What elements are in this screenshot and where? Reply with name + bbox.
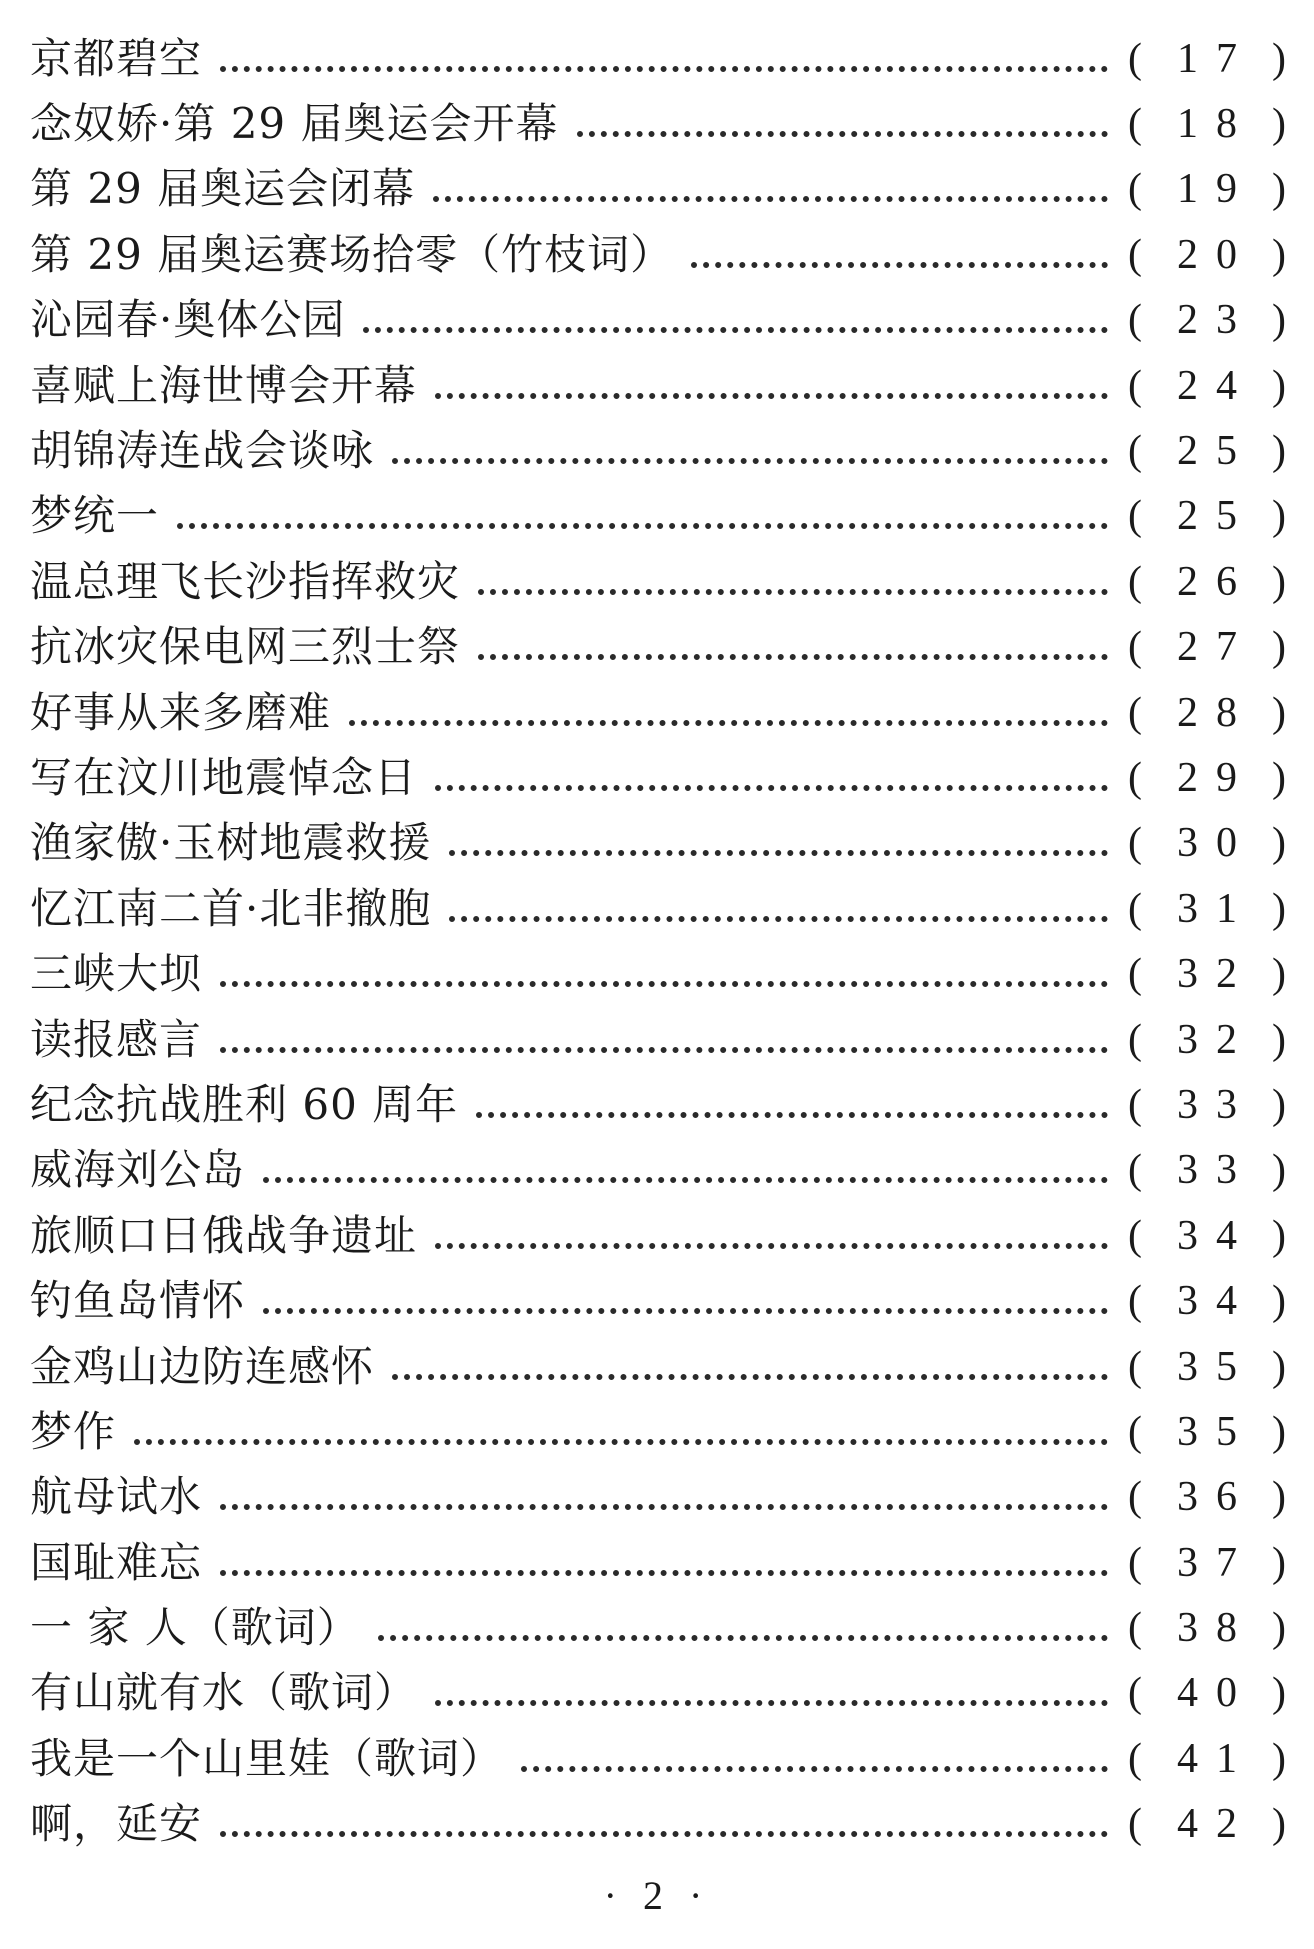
toc-entry-title: 写在汶川地震悼念日 — [30, 752, 418, 802]
toc-entry-title: 纪念抗战胜利 60 周年 — [30, 1079, 459, 1129]
toc-entry — [30, 1399, 1292, 1464]
toc-entry-title: 有山就有水（歌词） — [30, 1668, 418, 1718]
toc-page-number: 28 — [1177, 689, 1255, 736]
toc-entry-title: 国耻难忘 — [30, 1537, 203, 1587]
toc-page-number: 36 — [1177, 1474, 1255, 1521]
toc-entry-page: ( 35 ) — [1128, 1408, 1286, 1455]
toc-entry-page: ( 33 ) — [1128, 1081, 1286, 1128]
toc-entry-page: ( 17 ) — [1128, 35, 1286, 82]
toc-leader-dots — [220, 1570, 1108, 1576]
toc-entry — [30, 353, 1292, 418]
toc-entry — [30, 1072, 1292, 1137]
toc-entry — [30, 615, 1292, 680]
toc-entry-page: ( 24 ) — [1128, 362, 1286, 409]
toc-entry — [30, 811, 1292, 876]
toc-entry-page: ( 33 ) — [1128, 1147, 1286, 1194]
toc-page-number: 23 — [1177, 297, 1255, 344]
toc-entry — [30, 1792, 1292, 1857]
toc-page-number: 42 — [1177, 1801, 1255, 1848]
toc-entry-page: ( 37 ) — [1128, 1539, 1286, 1586]
toc-entry-page: ( 35 ) — [1128, 1343, 1286, 1390]
toc-leader-dots — [435, 1700, 1108, 1706]
toc-leader-dots — [478, 589, 1108, 595]
toc-entry-title: 金鸡山边防连感怀 — [30, 1341, 375, 1391]
table-of-contents — [30, 26, 1292, 1857]
toc-entry — [30, 1595, 1292, 1660]
toc-entry-page: ( 34 ) — [1128, 1212, 1286, 1259]
toc-page-number: 40 — [1177, 1670, 1255, 1717]
toc-leader-dots — [521, 1766, 1108, 1772]
toc-leader-dots — [134, 1439, 1108, 1445]
toc-entry-page: ( 41 ) — [1128, 1735, 1286, 1782]
toc-leader-dots — [363, 327, 1108, 333]
toc-entry — [30, 1334, 1292, 1399]
toc-page-number: 30 — [1177, 820, 1255, 867]
toc-entry-title: 航母试水 — [30, 1472, 203, 1522]
toc-page-number: 35 — [1177, 1343, 1255, 1390]
toc-entry-page: ( 27 ) — [1128, 624, 1286, 671]
toc-entry-title: 沁园春·奥体公园 — [30, 295, 346, 345]
toc-entry-page: ( 25 ) — [1128, 493, 1286, 540]
toc-entry — [30, 26, 1292, 91]
toc-entry-title: 渔家傲·玉树地震救援 — [30, 818, 432, 868]
toc-page-number: 34 — [1177, 1278, 1255, 1325]
toc-entry-title: 啊，延安 — [30, 1799, 203, 1849]
toc-leader-dots — [177, 523, 1108, 529]
toc-page-number: 25 — [1177, 428, 1255, 475]
toc-entry-title: 旅顺口日俄战争遗址 — [30, 1210, 418, 1260]
toc-page-number: 17 — [1177, 35, 1255, 82]
toc-page-number: 19 — [1177, 166, 1255, 213]
toc-leader-dots — [433, 196, 1108, 202]
toc-leader-dots — [392, 1374, 1108, 1380]
toc-entry-title: 好事从来多磨难 — [30, 687, 332, 737]
toc-entry-title: 胡锦涛连战会谈咏 — [30, 426, 375, 476]
toc-entry — [30, 91, 1292, 156]
toc-entry-page: ( 30 ) — [1128, 820, 1286, 867]
toc-leader-dots — [263, 1308, 1108, 1314]
toc-entry — [30, 876, 1292, 941]
toc-leader-dots — [220, 1504, 1108, 1510]
toc-entry-page: ( 23 ) — [1128, 297, 1286, 344]
toc-entry — [30, 1268, 1292, 1333]
toc-entry-page: ( 32 ) — [1128, 1016, 1286, 1063]
toc-entry-page: ( 20 ) — [1128, 231, 1286, 278]
toc-leader-dots — [435, 1243, 1108, 1249]
toc-page-number: 29 — [1177, 754, 1255, 801]
toc-page-number: 32 — [1177, 1016, 1255, 1063]
toc-entry-title: 第 29 届奥运赛场拾零（竹枝词） — [30, 229, 674, 279]
toc-entry — [30, 745, 1292, 810]
toc-entry-title: 读报感言 — [30, 1014, 203, 1064]
toc-page-number: 26 — [1177, 558, 1255, 605]
toc-entry-title: 梦作 — [30, 1406, 117, 1456]
toc-entry-page: ( 18 ) — [1128, 101, 1286, 148]
toc-entry-title: 三峡大坝 — [30, 949, 203, 999]
toc-entry — [30, 157, 1292, 222]
toc-entry — [30, 941, 1292, 1006]
toc-entry-title: 钓鱼岛情怀 — [30, 1276, 246, 1326]
toc-entry — [30, 1138, 1292, 1203]
toc-entry-title: 梦统一 — [30, 491, 160, 541]
toc-leader-dots — [449, 916, 1108, 922]
toc-entry-title: 温总理飞长沙指挥救灾 — [30, 556, 461, 606]
toc-entry-title: 一 家 人（歌词） — [30, 1603, 360, 1653]
toc-entry-title: 威海刘公岛 — [30, 1145, 246, 1195]
toc-leader-dots — [449, 850, 1108, 856]
toc-entry-title: 喜赋上海世博会开幕 — [30, 360, 418, 410]
toc-entry — [30, 1530, 1292, 1595]
toc-page-number: 18 — [1177, 101, 1255, 148]
toc-leader-dots — [263, 1177, 1108, 1183]
toc-page-number: 35 — [1177, 1408, 1255, 1455]
toc-entry-title: 我是一个山里娃（歌词） — [30, 1733, 504, 1783]
toc-entry-page: ( 31 ) — [1128, 885, 1286, 932]
page-number: · 2 · — [603, 1873, 711, 1918]
toc-leader-dots — [435, 393, 1108, 399]
toc-entry-page: ( 38 ) — [1128, 1605, 1286, 1652]
toc-leader-dots — [378, 1635, 1108, 1641]
toc-entry — [30, 1203, 1292, 1268]
toc-entry-page: ( 42 ) — [1128, 1801, 1286, 1848]
toc-entry-page: ( 25 ) — [1128, 428, 1286, 475]
toc-entry-title: 念奴娇·第 29 届奥运会开幕 — [30, 99, 559, 149]
toc-entry — [30, 549, 1292, 614]
toc-page-number: 25 — [1177, 493, 1255, 540]
toc-leader-dots — [392, 458, 1108, 464]
toc-entry — [30, 288, 1292, 353]
toc-page-number: 33 — [1177, 1081, 1255, 1128]
toc-entry-page: ( 36 ) — [1128, 1474, 1286, 1521]
toc-entry — [30, 418, 1292, 483]
toc-entry-title: 抗冰灾保电网三烈士祭 — [30, 622, 461, 672]
toc-entry-title: 第 29 届奥运会闭幕 — [30, 164, 416, 214]
toc-entry — [30, 1726, 1292, 1791]
toc-leader-dots — [435, 785, 1108, 791]
toc-page-number: 31 — [1177, 885, 1255, 932]
toc-page-number: 27 — [1177, 624, 1255, 671]
toc-page-number: 32 — [1177, 951, 1255, 998]
toc-leader-dots — [220, 1047, 1108, 1053]
toc-entry-page: ( 29 ) — [1128, 754, 1286, 801]
toc-page-number: 33 — [1177, 1147, 1255, 1194]
toc-entry — [30, 1007, 1292, 1072]
toc-leader-dots — [220, 66, 1108, 72]
toc-entry — [30, 680, 1292, 745]
toc-entry — [30, 1465, 1292, 1530]
toc-entry-title: 忆江南二首·北非撤胞 — [30, 883, 432, 933]
toc-entry-page: ( 32 ) — [1128, 951, 1286, 998]
toc-page-number: 37 — [1177, 1539, 1255, 1586]
toc-entry-page: ( 28 ) — [1128, 689, 1286, 736]
toc-entry — [30, 1661, 1292, 1726]
toc-page-number: 20 — [1177, 231, 1255, 278]
toc-page-number: 41 — [1177, 1735, 1255, 1782]
toc-entry-page: ( 40 ) — [1128, 1670, 1286, 1717]
toc-leader-dots — [349, 720, 1108, 726]
toc-entry — [30, 222, 1292, 287]
toc-entry-page: ( 26 ) — [1128, 558, 1286, 605]
toc-leader-dots — [220, 981, 1108, 987]
toc-entry-page: ( 19 ) — [1128, 166, 1286, 213]
toc-entry-page: ( 34 ) — [1128, 1278, 1286, 1325]
toc-page-number: 34 — [1177, 1212, 1255, 1259]
toc-leader-dots — [476, 1112, 1108, 1118]
toc-entry-title: 京都碧空 — [30, 33, 203, 83]
toc-leader-dots — [691, 262, 1108, 268]
toc-page-number: 38 — [1177, 1605, 1255, 1652]
toc-entry — [30, 484, 1292, 549]
toc-leader-dots — [577, 131, 1109, 137]
toc-page-number: 24 — [1177, 362, 1255, 409]
toc-leader-dots — [220, 1831, 1108, 1837]
toc-leader-dots — [478, 654, 1108, 660]
